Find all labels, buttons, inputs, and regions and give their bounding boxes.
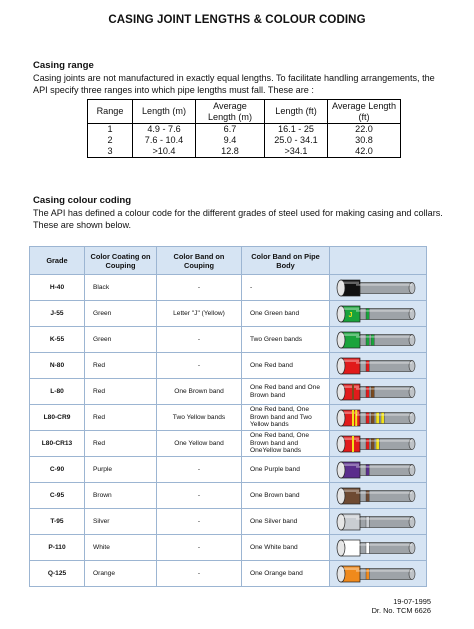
grade-row: [30, 483, 427, 509]
coating-cell: Silver: [85, 509, 157, 535]
coupling-band-cell: -: [157, 353, 242, 379]
pipe-band-cell: One Green band: [242, 301, 330, 327]
grade-row: [30, 457, 427, 483]
pipe-illustration: [332, 381, 424, 403]
range-cell-length-m: 7.6 - 10.4: [133, 135, 196, 146]
coupling-band-cell: -: [157, 483, 242, 509]
pipe-illustration-cell: [330, 275, 427, 301]
coupling-band-cell: -: [157, 327, 242, 353]
range-cell-avg-length-m: 9.4: [196, 135, 265, 146]
grade-cell: L80-CR9: [30, 405, 85, 431]
grade-cell: P-110: [30, 535, 85, 561]
pipe-illustration: [332, 329, 424, 351]
coupling-band-cell: -: [157, 275, 242, 301]
coupling-highlight: [342, 385, 359, 388]
pipe-illustration-cell: [330, 561, 427, 587]
coupling-band-mark: [352, 410, 354, 426]
coupling-band-cell: One Brown band: [157, 379, 242, 405]
grade-row: [30, 509, 427, 535]
pipe-band-cell: One Red band: [242, 353, 330, 379]
coupling-band-cell: -: [157, 457, 242, 483]
casing-range-heading: Casing range: [33, 60, 94, 71]
coupling-highlight: [342, 515, 359, 518]
coupling-highlight: [342, 333, 359, 336]
coupling-highlight: [342, 359, 359, 362]
pipe-illustration: [332, 459, 424, 481]
pipe-band-cell: One Red band and One Brown band: [242, 379, 330, 405]
coating-cell: Red: [85, 405, 157, 431]
coating-cell: Green: [85, 327, 157, 353]
grade-cell: C-95: [30, 483, 85, 509]
coupling-highlight: [342, 463, 359, 466]
pipe-highlight: [356, 336, 412, 338]
pipe-highlight: [356, 492, 412, 494]
range-cell-range: 2: [88, 135, 133, 146]
grade-row: [30, 353, 427, 379]
grade-cell: C-90: [30, 457, 85, 483]
footer-doc-number: Dr. No. TCM 6626: [371, 606, 431, 615]
coupling-highlight: [342, 541, 359, 544]
coupling-band-cell: Letter "J" (Yellow): [157, 301, 242, 327]
pipe-band-cell: Two Green bands: [242, 327, 330, 353]
casing-range-text: Casing joints are not manufactured in exactly equal lengths. To facilitate handling arrangements, the API specify three ranges into which pipe lengths must fall. These are :: [33, 73, 435, 95]
coupling-band-cell: -: [157, 561, 242, 587]
grade-row: [30, 561, 427, 587]
pipe-illustration-cell: [330, 379, 427, 405]
coupling-band-mark: [352, 384, 354, 400]
casing-range-table: [87, 99, 401, 158]
coupling-band-cell: Two Yellow bands: [157, 405, 242, 431]
coupling-band-cell: -: [157, 509, 242, 535]
coupling-letter: J: [348, 311, 353, 319]
coupling-highlight: [342, 281, 359, 284]
range-cell-length-ft: 16.1 - 25: [265, 124, 328, 136]
coupling-highlight: [342, 567, 359, 570]
pipe-illustration: [332, 433, 424, 455]
coupling-band-cell: One Yellow band: [157, 431, 242, 457]
range-cell-range: 1: [88, 124, 133, 136]
grade-cell: T-95: [30, 509, 85, 535]
page-title: CASING JOINT LENGTHS & COLOUR CODING: [108, 14, 366, 26]
range-cell-avg-length-ft: 42.0: [328, 146, 401, 158]
coupling-highlight: [342, 489, 359, 492]
range-row: [88, 135, 401, 146]
range-cell-length-ft: >34.1: [265, 146, 328, 158]
coupling-highlight: [342, 307, 359, 310]
grade-header-illustration: [330, 247, 427, 275]
range-row: [88, 124, 401, 136]
coupling-band-mark: [355, 410, 357, 426]
grade-row: [30, 405, 427, 431]
pipe-highlight: [356, 544, 412, 546]
coating-cell: Red: [85, 431, 157, 457]
range-header-length-ft: Length (ft): [265, 100, 328, 124]
grade-header-coating: Color Coating on Couping: [85, 247, 157, 275]
pipe-illustration-cell: [330, 483, 427, 509]
coating-cell: White: [85, 535, 157, 561]
pipe-illustration-cell: [330, 431, 427, 457]
range-cell-avg-length-ft: 22.0: [328, 124, 401, 136]
pipe-highlight: [356, 440, 412, 442]
pipe-band-cell: One Brown band: [242, 483, 330, 509]
footer-date: 19-07-1995: [393, 597, 431, 606]
pipe-highlight: [356, 310, 412, 312]
colour-coding-text: The API has defined a colour code for the different grades of steel used for making casing and collars. These are shown below.: [33, 208, 443, 230]
range-cell-avg-length-m: 12.8: [196, 146, 265, 158]
coating-cell: Orange: [85, 561, 157, 587]
range-cell-length-ft: 25.0 - 34.1: [265, 135, 328, 146]
range-cell-avg-length-m: 6.7: [196, 124, 265, 136]
grade-row: [30, 535, 427, 561]
grade-row: [30, 327, 427, 353]
pipe-illustration: [332, 407, 424, 429]
range-row: [88, 146, 401, 158]
pipe-illustration: [332, 277, 424, 299]
grade-cell: L-80: [30, 379, 85, 405]
pipe-band-cell: One Orange band: [242, 561, 330, 587]
pipe-illustration-cell: [330, 353, 427, 379]
grade-cell: K-55: [30, 327, 85, 353]
pipe-band-cell: One Red band, One Brown band and Two Yellow bands: [242, 405, 330, 431]
pipe-illustration-cell: [330, 535, 427, 561]
pipe-illustration-cell: [330, 301, 427, 327]
grade-row: [30, 379, 427, 405]
grade-cell: H-40: [30, 275, 85, 301]
coupling-band-mark: [352, 436, 354, 452]
coating-cell: Brown: [85, 483, 157, 509]
range-cell-length-m: 4.9 - 7.6: [133, 124, 196, 136]
coating-cell: Black: [85, 275, 157, 301]
pipe-illustration-cell: [330, 327, 427, 353]
grade-cell: L80-CR13: [30, 431, 85, 457]
pipe-highlight: [356, 466, 412, 468]
colour-code-table: [29, 246, 427, 587]
pipe-illustration: [332, 511, 424, 533]
grade-cell: N-80: [30, 353, 85, 379]
coating-cell: Red: [85, 353, 157, 379]
range-cell-range: 3: [88, 146, 133, 158]
grade-row: [30, 301, 427, 327]
pipe-illustration: [332, 563, 424, 585]
pipe-illustration: [332, 537, 424, 559]
pipe-band-cell: -: [242, 275, 330, 301]
pipe-band-cell: One White band: [242, 535, 330, 561]
pipe-highlight: [356, 414, 412, 416]
range-cell-avg-length-ft: 30.8: [328, 135, 401, 146]
coupling-highlight: [342, 437, 359, 440]
pipe-illustration: [332, 485, 424, 507]
grade-header-grade: Grade: [30, 247, 85, 275]
range-header-range: Range: [88, 100, 133, 124]
coating-cell: Purple: [85, 457, 157, 483]
range-header-avg-length-m: Average Length (m): [196, 100, 265, 124]
pipe-highlight: [356, 570, 412, 572]
pipe-highlight: [356, 518, 412, 520]
colour-coding-heading: Casing colour coding: [33, 195, 132, 206]
pipe-highlight: [356, 388, 412, 390]
pipe-band-cell: One Silver band: [242, 509, 330, 535]
pipe-highlight: [356, 284, 412, 286]
range-header-length-m: Length (m): [133, 100, 196, 124]
grade-cell: J-55: [30, 301, 85, 327]
range-cell-length-m: >10.4: [133, 146, 196, 158]
pipe-illustration-cell: [330, 509, 427, 535]
coupling-band-cell: -: [157, 535, 242, 561]
grade-row: [30, 431, 427, 457]
coating-cell: Green: [85, 301, 157, 327]
pipe-illustration: [332, 355, 424, 377]
grade-cell: Q-125: [30, 561, 85, 587]
grade-header-pipe-band: Color Band on Pipe Body: [242, 247, 330, 275]
pipe-highlight: [356, 362, 412, 364]
pipe-illustration-cell: [330, 457, 427, 483]
range-header-row: [88, 100, 401, 124]
grade-row: [30, 275, 427, 301]
range-header-avg-length-ft: Average Length (ft): [328, 100, 401, 124]
pipe-illustration-cell: [330, 405, 427, 431]
pipe-band-cell: One Purple band: [242, 457, 330, 483]
grade-header-row: [30, 247, 427, 275]
coating-cell: Red: [85, 379, 157, 405]
grade-header-coupling-band: Color Band on Couping: [157, 247, 242, 275]
pipe-illustration: [332, 303, 424, 325]
pipe-band-cell: One Red band, One Brown band and OneYellow bands: [242, 431, 330, 457]
